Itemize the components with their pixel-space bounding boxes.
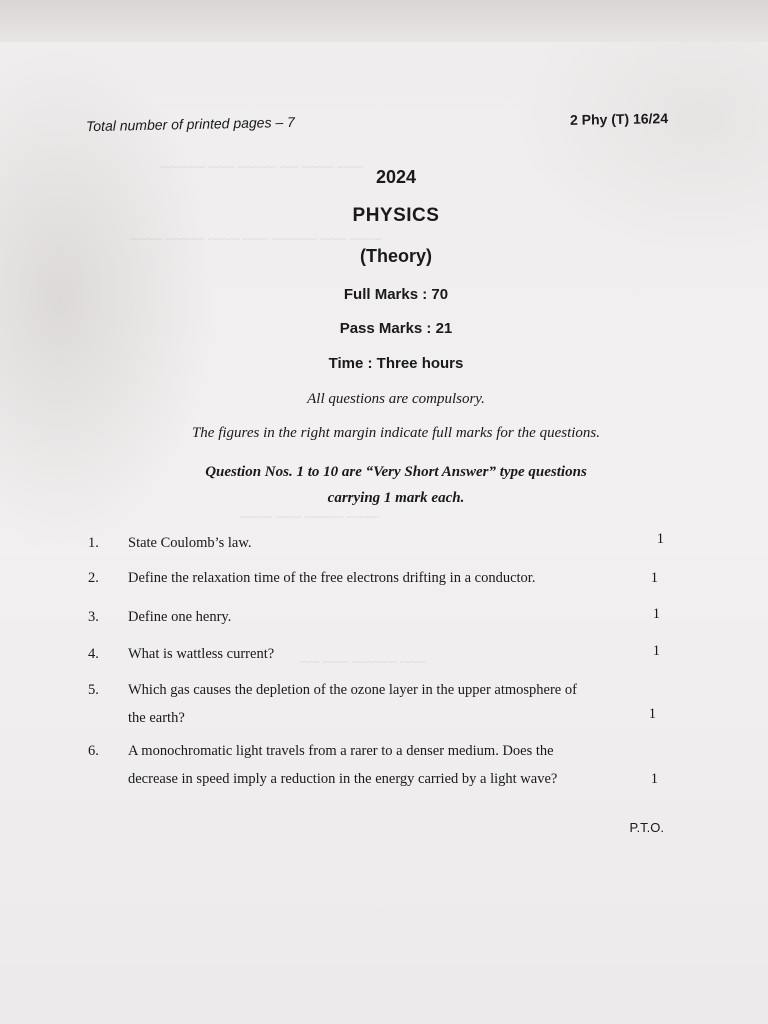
printed-pages-note: Total number of printed pages – 7	[85, 113, 296, 135]
question-mark: 1	[650, 570, 658, 586]
instruction-compulsory: All questions are compulsory.	[307, 391, 485, 407]
question-number: 5.	[88, 682, 99, 698]
question-text-line2: decrease in speed imply a reduction in the energy carried by a light wave?	[128, 771, 558, 787]
question-item	[88, 529, 664, 557]
bleed-through: ~~~~~ ~~~~ ~~~~~~~ ~~~~ ~~~~~ ~~~~~~ ~~~~~	[130, 232, 382, 246]
question-item	[88, 603, 664, 631]
question-mark: 1	[652, 606, 660, 622]
paper-type: (Theory)	[360, 246, 432, 266]
question-number: 3.	[88, 609, 99, 625]
question-text-line2: the earth?	[128, 710, 185, 726]
question-mark: 1	[656, 531, 664, 547]
question-text-line1: A monochromatic light travels from a rarer to a denser medium. Does the	[128, 743, 554, 759]
bleed-through: ~~~~~ ~~~~~~ ~~~~ ~~~~~	[240, 510, 379, 524]
pass-marks: Pass Marks : 21	[339, 320, 453, 337]
paper-code: 2 Phy (T) 16/24	[569, 110, 669, 128]
question-number: 4.	[88, 646, 99, 662]
instruction-section-line1: Question Nos. 1 to 10 are “Very Short Answer” type questions	[205, 464, 587, 480]
full-marks: Full Marks : 70	[343, 286, 449, 303]
question-item	[88, 737, 664, 793]
question-number: 2.	[88, 570, 99, 586]
question-number: 1.	[88, 535, 99, 551]
question-text: Define the relaxation time of the free electrons drifting in a conductor.	[128, 570, 536, 586]
time-allowed: Time : Three hours	[328, 355, 464, 372]
instruction-section-line2: carrying 1 mark each.	[327, 490, 465, 506]
please-turn-over: P.T.O.	[629, 820, 664, 835]
question-mark: 1	[650, 771, 658, 787]
question-text: What is wattless current?	[128, 646, 275, 662]
question-number: 6.	[88, 743, 99, 759]
question-mark: 1	[652, 643, 660, 659]
instruction-margin-marks: The figures in the right margin indicate full marks for the questions.	[191, 425, 601, 441]
question-text: State Coulomb’s law.	[128, 535, 252, 551]
question-text: Define one henry.	[128, 609, 232, 625]
subject-title: PHYSICS	[352, 205, 440, 226]
question-mark: 1	[648, 706, 656, 722]
question-text-line1: Which gas causes the depletion of the ozone layer in the upper atmosphere of	[128, 682, 577, 698]
scan-edge	[0, 0, 768, 42]
bleed-through: ~~~~ ~~~~~~~ ~~~~ ~~~	[300, 655, 426, 669]
bleed-through: ~~~~ ~~~~~ ~~~ ~~~~~~ ~~~~ ~~~~~~~	[160, 160, 364, 174]
question-item	[88, 640, 664, 668]
question-item	[88, 564, 664, 592]
exam-year: 2024	[375, 167, 417, 187]
question-item	[88, 676, 664, 732]
